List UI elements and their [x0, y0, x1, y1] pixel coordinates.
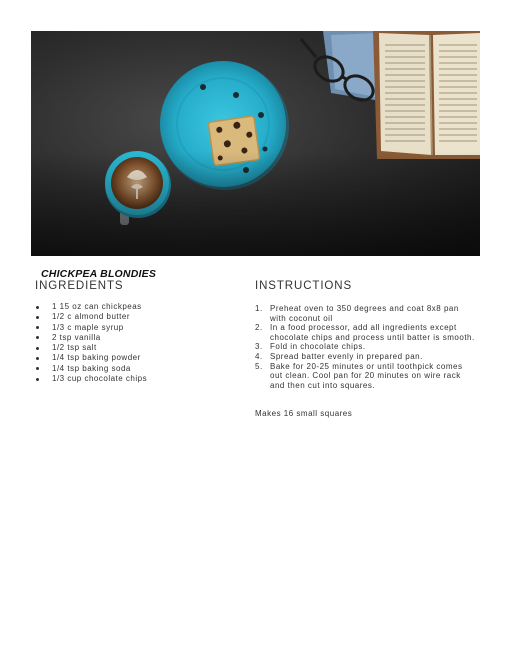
ingredients-list — [35, 302, 147, 384]
step-text: Spread batter evenly in prepared pan. — [270, 351, 423, 361]
instruction-step — [255, 323, 477, 342]
step-text: Preheat oven to 350 degrees and coat 8x8 pan with coconut oil — [270, 304, 459, 323]
instructions-list — [255, 304, 477, 390]
step-number: 4. — [255, 351, 263, 361]
step-text: In a food processor, add all ingredients except chocolate chips and process until batter is smooth. — [270, 323, 475, 342]
step-number: 5. — [255, 361, 263, 371]
ingredient-item: 1/2 c almond butter — [35, 312, 147, 322]
step-text: Bake for 20-25 minutes or until toothpick comes out clean. Cool pan for 20 minutes on wire rack and then cut into squares. — [270, 361, 463, 390]
instruction-step — [255, 304, 477, 323]
ingredient-item: 1/3 c maple syrup — [35, 323, 147, 333]
ingredient-item: 1/4 tsp baking powder — [35, 353, 147, 363]
ingredient-item: 1/3 cup chocolate chips — [35, 374, 147, 384]
open-book — [373, 31, 480, 159]
ingredient-item: 1/2 tsp salt — [35, 343, 147, 353]
instruction-step — [255, 362, 477, 391]
step-text: Fold in chocolate chips. — [270, 342, 366, 352]
recipe-title: CHICKPEA BLONDIES — [41, 268, 157, 280]
step-number: 3. — [255, 342, 263, 352]
hero-illustration — [31, 31, 480, 256]
ingredient-item: 2 tsp vanilla — [35, 333, 147, 343]
step-number: 2. — [255, 323, 263, 333]
ingredient-item: 1 15 oz can chickpeas — [35, 302, 147, 312]
instruction-step — [255, 352, 477, 362]
instructions-heading: INSTRUCTIONS — [255, 280, 353, 292]
ingredients-heading: INGREDIENTS — [35, 280, 124, 292]
step-number: 1. — [255, 304, 263, 313]
instruction-step — [255, 342, 477, 352]
ingredient-item: 1/4 tsp baking soda — [35, 364, 147, 374]
yield-note: Makes 16 small squares — [255, 409, 353, 418]
hero-photo — [31, 31, 480, 256]
